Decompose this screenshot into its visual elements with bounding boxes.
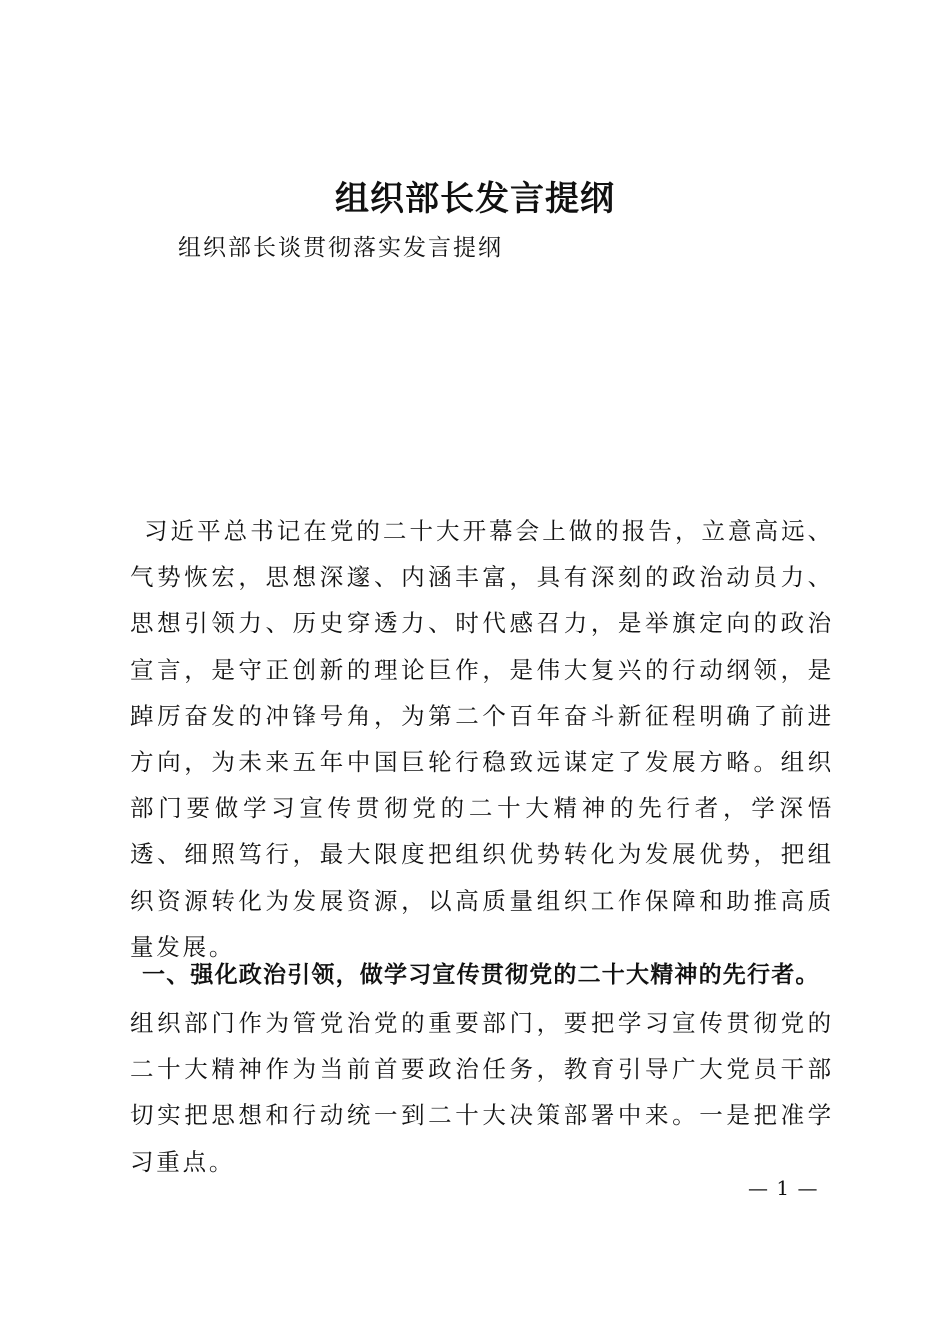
- body-paragraph-1: 习近平总书记在党的二十大开幕会上做的报告，立意高远、气势恢宏，思想深邃、内涵丰富，具有深刻的政治动员力、思想引领力、历史穿透力、时代感召力，是举旗定向的政治宣言，是守正创新的理论巨作，是伟大复兴的行动纲领，是踔厉奋发的冲锋号角，为第二个百年奋斗新征程明确了前进方向，为未来五年中国巨轮行稳致远谋定了发展方略。组织部门要做学习宣传贯彻党的二十大精神的先行者，学深悟透、细照笃行，最大限度把组织优势转化为发展优势，把组织资源转化为发展资源，以高质量组织工作保障和助推高质量发展。: [130, 517, 834, 961]
- document-title: 组织部长发言提纲: [335, 179, 615, 219]
- page-number: — 1 —: [748, 1176, 819, 1200]
- document-subtitle: 组织部长谈贯彻落实发言提纲: [178, 235, 503, 261]
- section-heading-1: 一、强化政治引领，做学习宣传贯彻党的二十大精神的先行者。: [142, 962, 820, 988]
- body-paragraph-2: 组织部门作为管党治党的重要部门，要把学习宣传贯彻党的二十大精神作为当前首要政治任务，教育引导广大党员干部切实把思想和行动统一到二十大决策部署中来。一是把准学习重点。: [130, 1009, 834, 1176]
